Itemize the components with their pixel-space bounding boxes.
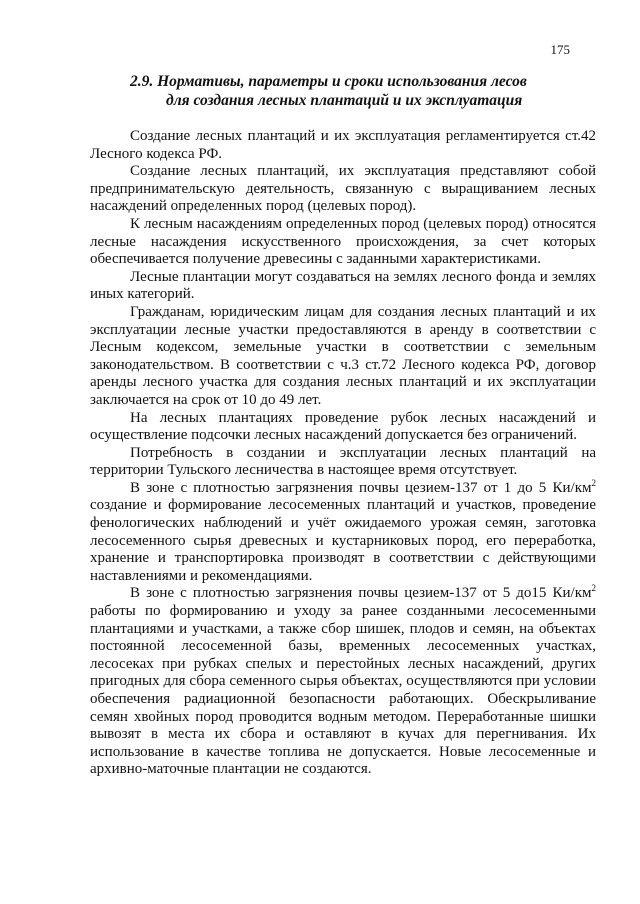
section-heading-line-1: 2.9. Нормативы, параметры и сроки использования лесов: [130, 73, 527, 90]
paragraph: На лесных плантациях проведение рубок лесных насаждений и осуществление подсочки лесных насаждений допускается без ограничений.: [90, 409, 596, 444]
body-text: [90, 128, 596, 779]
paragraph-text: создание и формирование лесосеменных плантаций и участков, проведение фенологических наблюдений и учёт ожидаемого урожая семян, заготовка лесосеменного сырья древесных и кустарниковых пород, его переработка, хранение и транспортировка производят в соответствии с действующими наставлениями и рекомендациями.: [90, 497, 596, 584]
paragraph: Потребность в создании и эксплуатации лесных плантаций на территории Тульского лесничества в настоящее время отсутствует.: [90, 444, 596, 479]
paragraph: Создание лесных плантаций, их эксплуатация представляют собой предпринимательскую деятельность, связанную с выращиванием лесных насаждений определенных пород (целевых пород).: [90, 163, 596, 215]
section-heading: [90, 72, 596, 110]
paragraph: К лесным насаждениям определенных пород (целевых пород) относятся лесные насаждения искусственного происхождения, за счет которых обеспечивается получение древесины с заданными характеристиками.: [90, 215, 596, 268]
paragraph: Гражданам, юридическим лицам для создания лесных плантаций и их эксплуатации лесные участки предоставляются в аренду в соответствии с Лесным кодексом, земельные участки в соответствии с земельным законодательством. В соответствии с ч.3 ст.72 Лесного кодекса РФ, договор аренды лесного участка для создания лесных плантаций и их эксплуатации заключается на срок от 10 до 49 лет.: [90, 303, 596, 408]
paragraph-cesium-5-15: [90, 585, 596, 779]
paragraph: Создание лесных плантаций и их эксплуатация регламентируется ст.42 Лесного кодекса РФ.: [90, 128, 596, 162]
paragraph-text: В зоне с плотностью загрязнения почвы цезием-137 от 1 до 5 Ки/км: [130, 479, 592, 496]
superscript: 2: [591, 477, 596, 488]
paragraph-cesium-1-5: [90, 477, 596, 586]
paragraph: Лесные плантации могут создаваться на землях лесного фонда и землях иных категорий.: [90, 268, 596, 303]
page-number: 175: [550, 42, 570, 57]
paragraph-text: В зоне с плотностью загрязнения почвы цезием-137 от 5 до15 Ки/км: [130, 585, 592, 602]
paragraph-text: работы по формированию и уходу за ранее созданными лесосеменными плантациями и участками, а также сбор шишек, плодов и семян, на объектах постоянной лесосеменной базы, временных лесосеменных участках, лесосеках при рубках спелых и перестойных лесных насаждений, других пригодных для сбора семенного сырья объектах, осуществляются при условии обеспечения радиационной безопасности работающих. Обескрыливание семян хвойных пород проводится водным методом. Переработанные шишки вывозят в места их сбора и оставляют в кучах для перегнивания. Их использование в качестве топлива не допускается. Новые лесосеменные и архивно-маточные плантации не создаются.: [90, 603, 596, 778]
superscript: 2: [591, 583, 596, 594]
section-heading-line-2: для создания лесных плантаций и их эксплуатация: [166, 92, 523, 109]
